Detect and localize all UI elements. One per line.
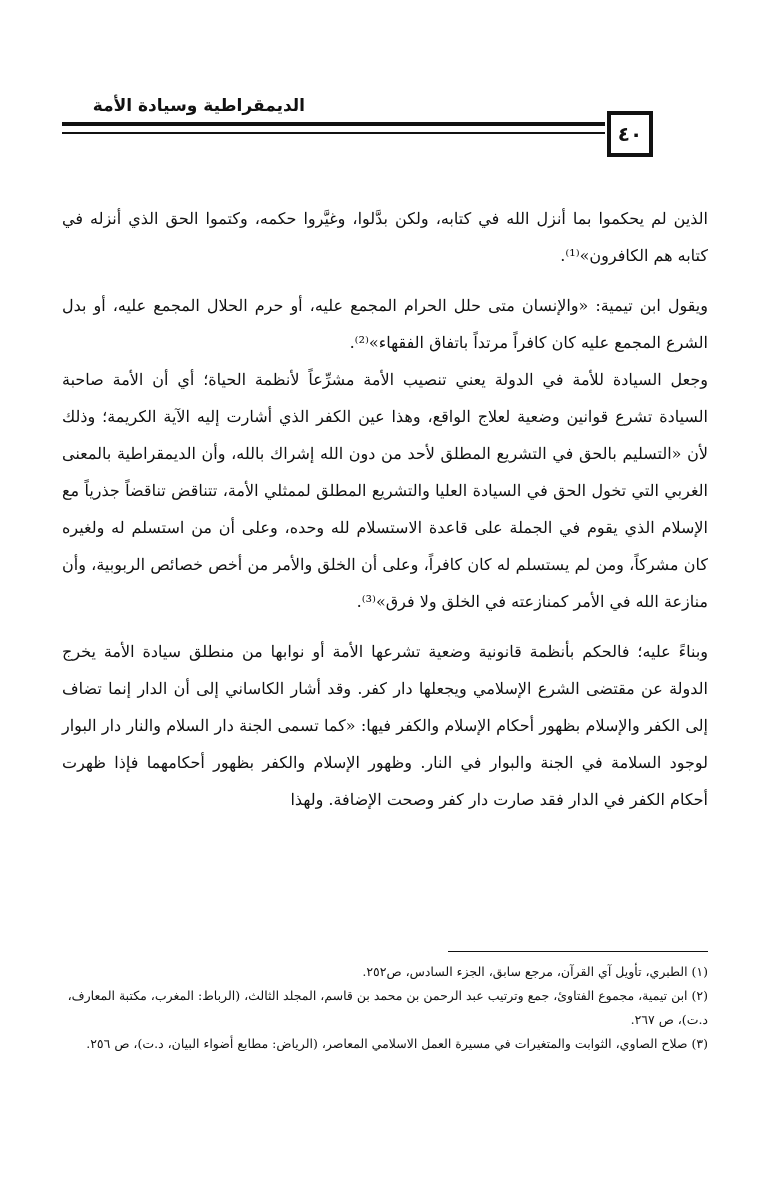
running-header-title: الديمقراطية وسيادة الأمة xyxy=(92,96,305,116)
paragraph: وبناءً عليه؛ فالحكم بأنظمة قانونية وضعية تشرعها الأمة أو نوابها من منطلق سيادة الأمة يخرج الدولة عن مقتضى الشرع الإسلامي ويجعلها دار كفر. وقد أشار الكاساني إلى أن الدار إنما تضاف إلى الكفر والإسلام بظهور أحكام الإسلام والكفر فيها: «كما تسمى الجنة دار السلام والنار دار البوار لوجود السلامة في الجنة والبوار في النار. وظهور الإسلام والكفر بظهور أحكامهما فإذا ظهرت أحكام الكفر في الدار فقد صارت دار كفر وصحت الإضافة. ولهذا xyxy=(62,642,708,809)
footnote: (٣) صلاح الصاوي، الثوابت والمتغيرات في مسيرة العمل الاسلامي المعاصر، (الرياض: مطابع أضواء البيان، د.ت)، ص ٢٥٦. xyxy=(86,1036,708,1051)
footnote-separator xyxy=(448,951,708,952)
footnote: (٢) ابن تيمية، مجموع الفتاوئ، جمع وترتيب عبد الرحمن بن محمد بن قاسم، المجلد الثالث، (الرباط: المغرب، مكتبة المعارف، د.ت)، ص ٢٦٧. xyxy=(67,988,708,1027)
main-text xyxy=(62,200,708,818)
page-number: ٤٠ xyxy=(617,122,643,146)
paragraph: الذين لم يحكموا بما أنزل الله في كتابه، ولكن بدَّلوا، وغيَّروا حكمه، وكتموا الحق الذي أنزله في كتابه هم الكافرون»⁽¹⁾. xyxy=(62,209,708,265)
header-rule-thin xyxy=(62,132,605,134)
footnotes xyxy=(62,960,708,1056)
header-rule-thick xyxy=(62,122,605,126)
paragraph: وجعل السيادة للأمة في الدولة يعني تنصيب الأمة مشرِّعاً لأنظمة الحياة؛ أي أن الأمة صاحبة السيادة تشرع قوانين وضعية لعلاج الواقع، وهذا عين الكفر الذي أشارت إليه الآية الكريمة؛ وذلك لأن «التسليم بالحق في التشريع المطلق لأحد من دون الله إشراك بالله، وأن الديمقراطية بالمعنى الغربي التي تخول الحق في السيادة العليا والتشريع المطلق لممثلي الأمة، تتناقض تناقضاً جذرياً مع الإسلام الذي يقوم في الجملة على قاعدة الاستسلام لله وحده، وعلى أن من استسلم له ولغيره كان مشركاً، ومن لم يستسلم له كان كافراً، وعلى أن الخلق والأمر من أخص خصائص الربوبية، وأن منازعة الله في الأمر كمنازعته في الخلق ولا فرق»⁽³⁾. xyxy=(62,370,708,611)
paragraph: ويقول ابن تيمية: «والإنسان متى حلل الحرام المجمع عليه، أو حرم الحلال المجمع عليه، أو بدل الشرع المجمع عليه كان كافراً مرتداً باتفاق الفقهاء»⁽²⁾. xyxy=(62,296,708,352)
page-number-box xyxy=(607,111,653,157)
footnote: (١) الطبري، تأويل آي القرآن، مرجع سابق، الجزء السادس، ص٢٥٢. xyxy=(362,964,708,979)
